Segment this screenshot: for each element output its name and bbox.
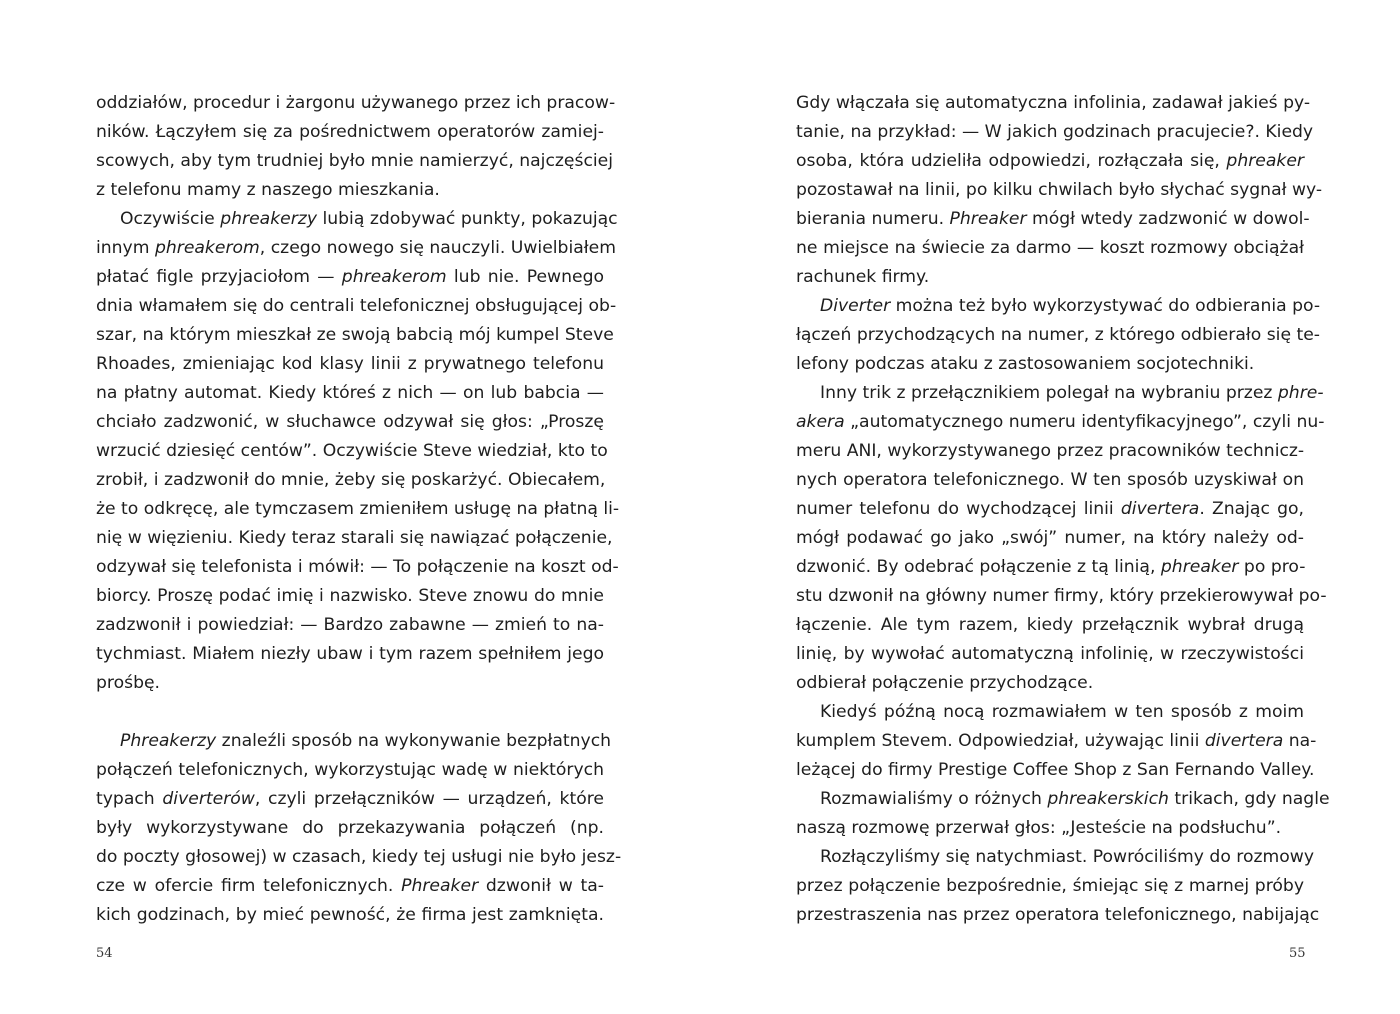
text-segment: odbierał połączenie przychodzące.: [796, 673, 1094, 693]
text-segment: Gdy włączała się automatyczna infolinia, zadawał jakieś py-: [796, 93, 1311, 113]
text-segment: linię, by wywołać automatyczną infolinię, w rzeczywistości: [796, 644, 1304, 664]
text-segment: oddziałów, procedur i żargonu używanego przez ich pracow-: [96, 93, 616, 113]
text-line: [796, 756, 1315, 785]
italic-term: phre-: [1277, 383, 1324, 403]
text-line: [796, 843, 1315, 872]
text-line: [796, 408, 1325, 437]
text-segment: stu dzwonił na główny numer firmy, który przekierowywał po-: [796, 586, 1327, 606]
text-segment: biorcy. Proszę podać imię i nazwisko. Steve znowu do mnie: [96, 586, 604, 606]
text-line: [96, 495, 620, 524]
text-segment: Rhoades, zmieniając kod klasy linii z prywatnego telefonu: [96, 354, 604, 374]
text-segment: wrzucić dziesięć centów”. Oczywiście Steve wiedział, kto to: [96, 441, 608, 461]
text-line: [96, 814, 604, 843]
italic-term: Phreaker: [949, 209, 1027, 229]
text-segment: Rozłączyliśmy się natychmiast. Powróciliśmy do rozmowy: [820, 847, 1315, 867]
text-line: [96, 89, 616, 118]
text-line: [796, 495, 1304, 524]
text-segment: przez połączenie bezpośrednie, śmiejąc się z marnej próby: [796, 876, 1304, 896]
text-segment: Inny trik z przełącznikiem polegał na wybraniu przez: [820, 383, 1278, 403]
italic-term: Phreaker: [401, 876, 479, 896]
text-line: [96, 437, 608, 466]
text-segment: , czego nowego się nauczyli. Uwielbiałem: [259, 238, 616, 258]
text-line: [796, 872, 1304, 901]
text-segment: dnia włamałem się do centrali telefonicznej obsługującej ob-: [96, 296, 617, 316]
text-segment: mógł podawać go jako „swój” numer, na który należy od-: [796, 528, 1304, 548]
text-segment: leżącej do firmy Prestige Coffee Shop z San Fernando Valley.: [796, 760, 1315, 780]
text-segment: pozostawał na linii, po kilku chwilach było słychać sygnał wy-: [796, 180, 1323, 200]
text-line: [96, 524, 613, 553]
text-segment: na płatny automat. Kiedy któreś z nich — on lub babcia —: [96, 383, 604, 403]
text-segment: że to odkręcę, ale tymczasem zmieniłem usługę na płatną li-: [96, 499, 620, 519]
text-line: [96, 872, 604, 901]
left-page-text: [96, 89, 622, 930]
text-segment: szar, na którym mieszkał ze swoją babcią mój kumpel Steve: [96, 325, 614, 345]
text-segment: łączenie. Ale tym razem, kiedy przełącznik wybrał drugą: [796, 615, 1304, 635]
italic-term: divertera: [1204, 731, 1284, 751]
text-line: [96, 698, 604, 727]
italic-term: Phreakerzy: [120, 731, 217, 751]
text-segment: nię w więzieniu. Kiedy teraz starali się nawiązać połączenie,: [96, 528, 613, 548]
text-line: [96, 611, 604, 640]
text-segment: połączeń telefonicznych, wykorzystując wadę w niektórych: [96, 760, 604, 780]
text-line: [796, 350, 1304, 379]
text-line: [796, 118, 1314, 147]
text-line: [96, 147, 614, 176]
text-line: [96, 669, 604, 698]
text-line: [96, 901, 604, 930]
text-segment: zadzwonił i powiedział: — Bardzo zabawne — zmień to na-: [96, 615, 604, 635]
text-segment: tanie, na przykład: — W jakich godzinach pracujecie?. Kiedy: [796, 122, 1314, 142]
text-line: [796, 669, 1304, 698]
text-segment: lub nie. Pewnego: [446, 267, 605, 287]
text-line: [96, 727, 612, 756]
text-segment: . Znając go,: [1199, 499, 1304, 519]
italic-term: diverterów: [162, 789, 255, 809]
text-line: [96, 234, 616, 263]
text-line: [96, 292, 617, 321]
text-segment: , czyli przełączników — urządzeń, które: [254, 789, 604, 809]
text-segment: płatać figle przyjaciołom —: [96, 267, 342, 287]
italic-term: phreaker: [1226, 151, 1304, 171]
text-line: [96, 756, 604, 785]
text-line: [796, 698, 1304, 727]
text-segment: chciało zadzwonić, w słuchawce odzywał się głos: „Proszę: [96, 412, 604, 432]
text-segment: Oczywiście: [120, 209, 221, 229]
text-segment: tychmiast. Miałem niezły ubaw i tym razem spełniłem jego: [96, 644, 604, 664]
italic-term: phreakerom: [154, 238, 260, 258]
italic-term: phreaker: [1160, 557, 1239, 577]
text-segment: numer telefonu do wychodzącej linii: [796, 499, 1121, 519]
text-line: [796, 205, 1310, 234]
text-segment: kumplem Stevem. Odpowiedział, używając linii: [796, 731, 1205, 751]
text-segment: po pro-: [1238, 557, 1306, 577]
text-segment: kich godzinach, by mieć pewność, że firma jest zamknięta.: [96, 905, 604, 925]
text-line: [796, 611, 1304, 640]
text-segment: dzwonić. By odebrać połączenie z tą linią,: [796, 557, 1161, 577]
text-line: [796, 437, 1304, 466]
text-segment: do poczty głosowej) w czasach, kiedy tej usługi nie było jesz-: [96, 847, 622, 867]
text-segment: Rozmawialiśmy o różnych: [820, 789, 1048, 809]
text-line: [96, 263, 604, 292]
text-segment: scowych, aby tym trudniej było mnie namierzyć, najczęściej: [96, 151, 614, 171]
text-segment: innym: [96, 238, 155, 258]
text-segment: przestraszenia nas przez operatora telefonicznego, nabijając: [796, 905, 1320, 925]
text-line: [96, 843, 622, 872]
text-segment: z telefonu mamy z naszego mieszkania.: [96, 180, 440, 200]
text-line: [796, 292, 1321, 321]
text-line: [796, 785, 1330, 814]
text-segment: na-: [1283, 731, 1317, 751]
text-segment: lefony podczas ataku z zastosowaniem socjotechniki.: [796, 354, 1255, 374]
text-segment: dzwonił w ta-: [478, 876, 605, 896]
text-line: [96, 350, 604, 379]
right-page-text: [796, 89, 1330, 930]
text-line: [796, 524, 1304, 553]
text-line: [796, 234, 1304, 263]
text-segment: bierania numeru.: [796, 209, 950, 229]
text-line: [96, 379, 604, 408]
text-line: [96, 321, 614, 350]
text-segment: nych operatora telefonicznego. W ten sposób uzyskiwał on: [796, 470, 1304, 490]
italic-term: phreakerskich: [1047, 789, 1169, 809]
text-segment: były wykorzystywane do przekazywania połączeń (np.: [96, 818, 604, 838]
text-line: [96, 205, 618, 234]
text-line: [796, 582, 1327, 611]
text-segment: mógł wtedy zadzwonić w dowol-: [1026, 209, 1310, 229]
text-segment: zrobił, i zadzwonił do mnie, żeby się poskarżyć. Obiecałem,: [96, 470, 606, 490]
text-line: [96, 582, 604, 611]
italic-term: Diverter: [820, 296, 891, 316]
text-line: [796, 814, 1304, 843]
text-segment: cze w ofercie firm telefonicznych.: [96, 876, 402, 896]
text-segment: Kiedyś późną nocą rozmawiałem w ten sposób z moim: [820, 702, 1304, 722]
right-page: [700, 0, 1400, 1014]
text-segment: trikach, gdy nagle: [1168, 789, 1330, 809]
text-line: [96, 553, 619, 582]
italic-term: phreakerzy: [220, 209, 317, 229]
text-segment: rachunek firmy.: [796, 267, 930, 287]
text-segment: lubią zdobywać punkty, pokazując: [317, 209, 618, 229]
text-segment: naszą rozmowę przerwał głos: „Jesteście na podsłuchu”.: [796, 818, 1282, 838]
italic-term: akera: [796, 412, 845, 432]
text-line: [796, 321, 1321, 350]
text-segment: osoba, która udzieliła odpowiedzi, rozłączała się,: [796, 151, 1227, 171]
text-line: [96, 118, 604, 147]
text-line: [96, 176, 604, 205]
text-segment: łączeń przychodzących na numer, z którego odbierało się te-: [796, 325, 1321, 345]
text-line: [796, 89, 1311, 118]
page-number-left: 54: [96, 946, 113, 961]
text-line: [796, 379, 1324, 408]
italic-term: phreakerom: [341, 267, 447, 287]
text-line: [96, 466, 604, 495]
text-line: [796, 553, 1304, 582]
text-segment: ne miejsce na świecie za darmo — koszt rozmowy obciążał: [796, 238, 1304, 258]
text-segment: odzywał się telefonista i mówił: — To połączenie na koszt od-: [96, 557, 619, 577]
text-line: [796, 263, 1304, 292]
text-segment: meru ANI, wykorzystywanego przez pracowników technicz-: [796, 441, 1305, 461]
text-line: [96, 785, 604, 814]
page-number-right: 55: [1289, 946, 1306, 961]
text-segment: znaleźli sposób na wykonywanie bezpłatnych: [216, 731, 612, 751]
text-line: [796, 640, 1304, 669]
text-line: [796, 466, 1304, 495]
text-segment: prośbę.: [96, 673, 161, 693]
text-segment: „automatycznego numeru identyfikacyjnego”, czyli nu-: [844, 412, 1325, 432]
text-segment: typach: [96, 789, 163, 809]
text-segment: ników. Łączyłem się za pośrednictwem operatorów zamiej-: [96, 122, 604, 142]
text-line: [796, 176, 1323, 205]
italic-term: divertera: [1120, 499, 1200, 519]
text-line: [96, 640, 604, 669]
text-line: [796, 901, 1320, 930]
text-segment: można też było wykorzystywać do odbierania po-: [890, 296, 1321, 316]
text-line: [796, 727, 1317, 756]
text-line: [96, 408, 604, 437]
text-line: [796, 147, 1304, 176]
